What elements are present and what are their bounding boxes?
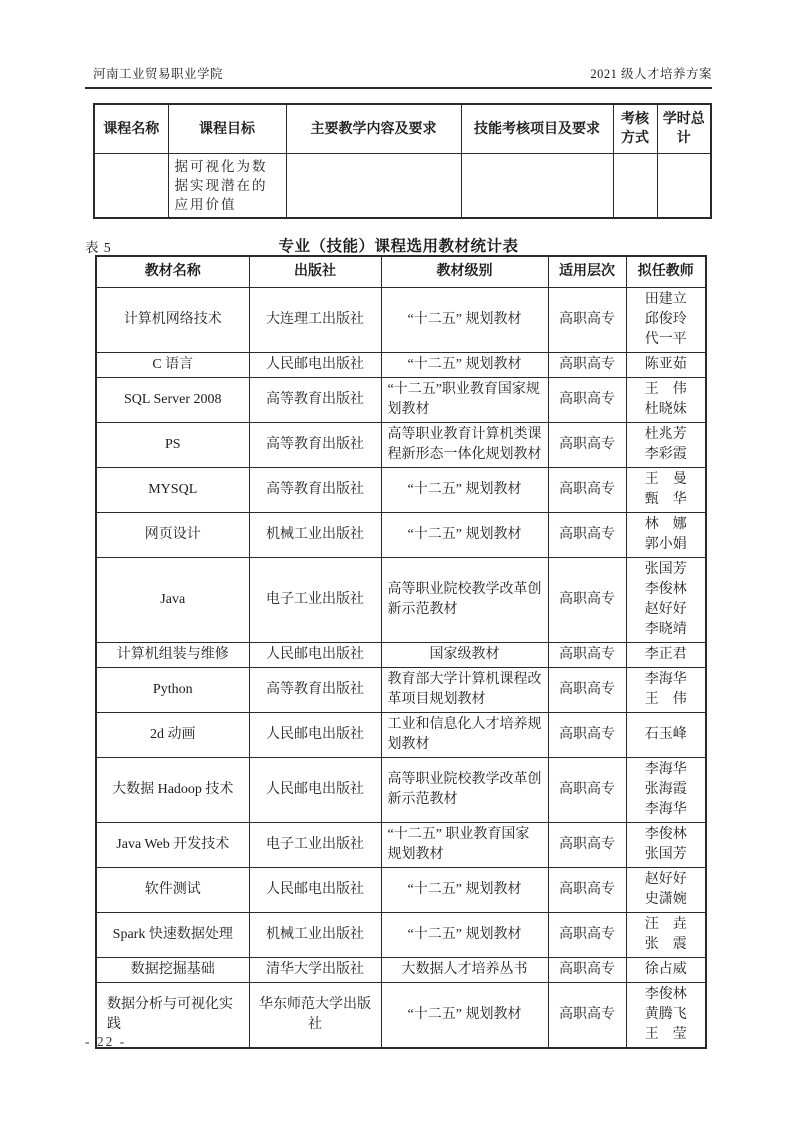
course-table-row bbox=[94, 154, 711, 219]
textbook-table bbox=[95, 255, 707, 1049]
textbook-name-cell: Spark 快速数据处理 bbox=[96, 913, 249, 958]
teacher-name: 李海华 bbox=[644, 802, 687, 817]
textbook-level-cell: 工业和信息化人才培养规划教材 bbox=[381, 713, 548, 758]
textbook-name-cell: 2d 动画 bbox=[96, 713, 249, 758]
applicable-layer-cell: 高职高专 bbox=[548, 668, 626, 713]
publisher-cell: 华东师范大学出版社 bbox=[249, 983, 381, 1049]
publisher-cell: 电子工业出版社 bbox=[249, 558, 381, 643]
applicable-layer-cell: 高职高专 bbox=[548, 468, 626, 513]
applicable-layer-cell: 高职高专 bbox=[548, 913, 626, 958]
textbook-header-teachers: 拟任教师 bbox=[626, 256, 706, 288]
publisher-cell: 人民邮电出版社 bbox=[249, 353, 381, 378]
table-row bbox=[96, 423, 706, 468]
publisher-cell: 大连理工出版社 bbox=[249, 288, 381, 353]
applicable-layer-cell: 高职高专 bbox=[548, 713, 626, 758]
teachers-cell bbox=[626, 353, 706, 378]
textbook-level-cell: “十二五” 规划教材 bbox=[381, 983, 548, 1049]
teachers-cell bbox=[626, 423, 706, 468]
textbook-name-cell: C 语言 bbox=[96, 353, 249, 378]
teacher-name: 甄 华 bbox=[644, 492, 687, 507]
teachers-cell bbox=[626, 823, 706, 868]
teacher-name: 李俊林 bbox=[644, 827, 687, 842]
teacher-name: 史潇婉 bbox=[644, 892, 687, 907]
course-content-cell bbox=[286, 154, 461, 219]
teachers-cell bbox=[626, 983, 706, 1049]
textbook-name-cell: 网页设计 bbox=[96, 513, 249, 558]
applicable-layer-cell: 高职高专 bbox=[548, 868, 626, 913]
teacher-name: 张国芳 bbox=[644, 562, 687, 577]
teachers-cell bbox=[626, 378, 706, 423]
teacher-name: 黄腾飞 bbox=[644, 1007, 687, 1022]
publisher-cell: 人民邮电出版社 bbox=[249, 868, 381, 913]
teacher-name: 王 莹 bbox=[644, 1027, 687, 1042]
textbook-level-cell: 教育部大学计算机课程改革项目规划教材 bbox=[381, 668, 548, 713]
textbook-name-cell: PS bbox=[96, 423, 249, 468]
publisher-cell: 高等教育出版社 bbox=[249, 668, 381, 713]
teachers-cell bbox=[626, 288, 706, 353]
teachers-cell bbox=[626, 868, 706, 913]
applicable-layer-cell: 高职高专 bbox=[548, 643, 626, 668]
textbook-header-name: 教材名称 bbox=[96, 256, 249, 288]
course-name-cell bbox=[94, 154, 168, 219]
teacher-name: 田建立 bbox=[644, 292, 687, 307]
publisher-cell: 人民邮电出版社 bbox=[249, 643, 381, 668]
textbook-level-cell: 高等职业院校教学改革创新示范教材 bbox=[381, 558, 548, 643]
applicable-layer-cell: 高职高专 bbox=[548, 823, 626, 868]
course-skill-exam-cell bbox=[461, 154, 613, 219]
course-header-goal: 课程目标 bbox=[168, 104, 286, 154]
teacher-name: 林 娜 bbox=[644, 517, 687, 532]
publisher-cell: 机械工业出版社 bbox=[249, 513, 381, 558]
teacher-name: 李俊林 bbox=[644, 987, 687, 1002]
teacher-name: 张 震 bbox=[644, 937, 687, 952]
table-row bbox=[96, 758, 706, 823]
teacher-name: 李俊林 bbox=[644, 582, 687, 597]
applicable-layer-cell: 高职高专 bbox=[548, 983, 626, 1049]
table5-label: 表 5 bbox=[85, 240, 112, 255]
teacher-name: 李正君 bbox=[644, 647, 687, 662]
textbook-name-cell: MYSQL bbox=[96, 468, 249, 513]
teacher-name: 李海华 bbox=[644, 762, 687, 777]
course-table-header-row bbox=[94, 104, 711, 154]
publisher-cell: 高等教育出版社 bbox=[249, 378, 381, 423]
textbook-level-cell: “十二五” 规划教材 bbox=[381, 468, 548, 513]
table5-caption bbox=[85, 234, 712, 254]
course-header-total-hours: 学时总计 bbox=[657, 104, 711, 154]
textbook-name-cell: 数据挖掘基础 bbox=[96, 958, 249, 983]
textbook-name-cell: 计算机网络技术 bbox=[96, 288, 249, 353]
table-row bbox=[96, 288, 706, 353]
publisher-cell: 清华大学出版社 bbox=[249, 958, 381, 983]
teacher-name: 张海霞 bbox=[644, 782, 687, 797]
publisher-cell: 机械工业出版社 bbox=[249, 913, 381, 958]
textbook-name-cell: Java Web 开发技术 bbox=[96, 823, 249, 868]
teacher-name: 张国芳 bbox=[644, 847, 687, 862]
textbook-name-cell: SQL Server 2008 bbox=[96, 378, 249, 423]
course-exam-mode-cell bbox=[613, 154, 657, 219]
publisher-cell: 高等教育出版社 bbox=[249, 468, 381, 513]
teacher-name: 王 伟 bbox=[644, 382, 687, 397]
header-school-name: 河南工业贸易职业学院 bbox=[93, 67, 224, 81]
table-row bbox=[96, 468, 706, 513]
textbook-level-cell: 高等职业教育计算机类课程新形态一体化规划教材 bbox=[381, 423, 548, 468]
course-table bbox=[93, 103, 712, 219]
table-row bbox=[96, 823, 706, 868]
table-row bbox=[96, 643, 706, 668]
teachers-cell bbox=[626, 513, 706, 558]
textbook-name-cell: 大数据 Hadoop 技术 bbox=[96, 758, 249, 823]
applicable-layer-cell: 高职高专 bbox=[548, 758, 626, 823]
textbook-name-cell: Python bbox=[96, 668, 249, 713]
table-row bbox=[96, 513, 706, 558]
textbook-header-layer: 适用层次 bbox=[548, 256, 626, 288]
textbook-level-cell: “十二五” 规划教材 bbox=[381, 353, 548, 378]
teacher-name: 石玉峰 bbox=[644, 727, 687, 742]
publisher-cell: 人民邮电出版社 bbox=[249, 713, 381, 758]
textbook-level-cell: “十二五” 规划教材 bbox=[381, 513, 548, 558]
textbook-name-cell: 数据分析与可视化实践 bbox=[96, 983, 249, 1049]
textbook-header-level: 教材级别 bbox=[381, 256, 548, 288]
teacher-name: 郭小娟 bbox=[644, 537, 687, 552]
textbook-level-cell: “十二五” 规划教材 bbox=[381, 868, 548, 913]
applicable-layer-cell: 高职高专 bbox=[548, 378, 626, 423]
applicable-layer-cell: 高职高专 bbox=[548, 958, 626, 983]
teacher-name: 李海华 bbox=[644, 672, 687, 687]
course-goal-cell: 据可视化为数据实现潜在的应用价值 bbox=[168, 154, 286, 219]
table-row bbox=[96, 668, 706, 713]
teachers-cell bbox=[626, 913, 706, 958]
textbook-table-header-row bbox=[96, 256, 706, 288]
teacher-name: 代一平 bbox=[644, 332, 687, 347]
teachers-cell bbox=[626, 758, 706, 823]
textbook-header-publisher: 出版社 bbox=[249, 256, 381, 288]
course-header-exam-mode: 考核方式 bbox=[613, 104, 657, 154]
table5-title: 专业（技能）课程选用教材统计表 bbox=[278, 238, 519, 255]
textbook-name-cell: 计算机组装与维修 bbox=[96, 643, 249, 668]
table-row bbox=[96, 558, 706, 643]
applicable-layer-cell: 高职高专 bbox=[548, 558, 626, 643]
textbook-name-cell: 软件测试 bbox=[96, 868, 249, 913]
textbook-level-cell: “十二五”职业教育国家规划教材 bbox=[381, 378, 548, 423]
textbook-level-cell: 高等职业院校教学改革创新示范教材 bbox=[381, 758, 548, 823]
teachers-cell bbox=[626, 713, 706, 758]
teacher-name: 邱俊玲 bbox=[644, 312, 687, 327]
teacher-name: 赵好好 bbox=[644, 602, 687, 617]
applicable-layer-cell: 高职高专 bbox=[548, 288, 626, 353]
teacher-name: 徐占威 bbox=[644, 962, 687, 977]
textbook-level-cell: “十二五” 规划教材 bbox=[381, 288, 548, 353]
teachers-cell bbox=[626, 643, 706, 668]
teacher-name: 赵好好 bbox=[644, 872, 687, 887]
textbook-level-cell: “十二五” 规划教材 bbox=[381, 913, 548, 958]
table-row bbox=[96, 958, 706, 983]
teacher-name: 李彩霞 bbox=[644, 447, 687, 462]
table-row bbox=[96, 713, 706, 758]
teacher-name: 杜兆芳 bbox=[644, 427, 687, 442]
teachers-cell bbox=[626, 668, 706, 713]
course-header-name: 课程名称 bbox=[94, 104, 168, 154]
table-row bbox=[96, 983, 706, 1049]
teachers-cell bbox=[626, 468, 706, 513]
teacher-name: 陈亚茹 bbox=[644, 357, 687, 372]
publisher-cell: 人民邮电出版社 bbox=[249, 758, 381, 823]
teachers-cell bbox=[626, 958, 706, 983]
teacher-name: 王 曼 bbox=[644, 472, 687, 487]
applicable-layer-cell: 高职高专 bbox=[548, 513, 626, 558]
teachers-cell bbox=[626, 558, 706, 643]
table-row bbox=[96, 353, 706, 378]
teacher-name: 李晓靖 bbox=[644, 622, 687, 637]
teacher-name: 王 伟 bbox=[644, 692, 687, 707]
publisher-cell: 高等教育出版社 bbox=[249, 423, 381, 468]
course-header-skill-exam: 技能考核项目及要求 bbox=[461, 104, 613, 154]
applicable-layer-cell: 高职高专 bbox=[548, 353, 626, 378]
textbook-name-cell: Java bbox=[96, 558, 249, 643]
publisher-cell: 电子工业出版社 bbox=[249, 823, 381, 868]
table-row bbox=[96, 378, 706, 423]
textbook-level-cell: 国家级教材 bbox=[381, 643, 548, 668]
applicable-layer-cell: 高职高专 bbox=[548, 423, 626, 468]
page-number: - 22 - bbox=[85, 1034, 127, 1049]
teacher-name: 汪 垚 bbox=[644, 917, 687, 932]
course-total-hours-cell bbox=[657, 154, 711, 219]
textbook-level-cell: 大数据人才培养丛书 bbox=[381, 958, 548, 983]
page-header bbox=[85, 64, 712, 89]
textbook-table-body bbox=[96, 288, 706, 1049]
table-row bbox=[96, 913, 706, 958]
course-header-content: 主要教学内容及要求 bbox=[286, 104, 461, 154]
table-row bbox=[96, 868, 706, 913]
textbook-level-cell: “十二五” 职业教育国家规划教材 bbox=[381, 823, 548, 868]
teacher-name: 杜晓妹 bbox=[644, 402, 687, 417]
header-plan-title: 2021 级人才培养方案 bbox=[590, 67, 712, 81]
